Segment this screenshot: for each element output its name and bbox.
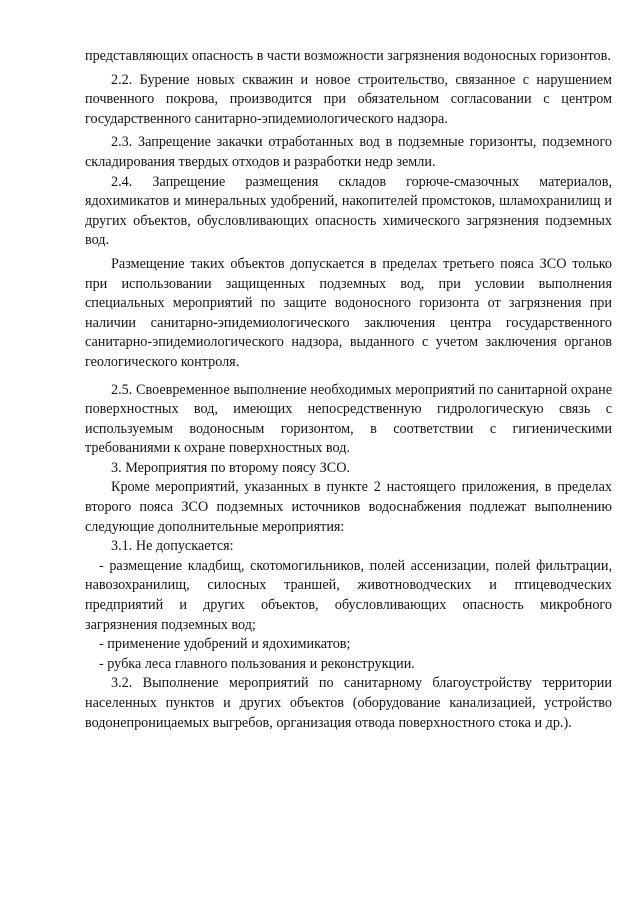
list-item-logging: - рубка леса главного пользования и реконструкции. xyxy=(99,655,415,672)
paragraph-3-1: 3.1. Не допускается: xyxy=(111,538,234,555)
paragraph-section-3-intro: Кроме мероприятий, указанных в пункте 2 настоящего приложения, в пределах второго пояса ЗСО подземных источников водоснабжения подлежат выполнению следующие дополнительные мероприятия: xyxy=(85,479,612,535)
paragraph-placement: Размещение таких объектов допускается в пределах третьего пояса ЗСО только при использовании защищенных подземных вод, при условии выполнения специальных мероприятий по защите водоносного горизонта от загрязнения при наличии санитарно-эпидемиологического заключения центра государственного санитарно-эпидемиологического надзора, выданного с учетом заключения органов геологического контроля. xyxy=(85,255,612,370)
paragraph-2-4: 2.4. Запрещение размещения складов горюче-смазочных материалов, ядохимикатов и минеральных удобрений, накопителей промстоков, шламохранилищ и других объектов, обусловливающих опасность химического загрязнения подземных вод. xyxy=(85,173,612,249)
paragraph-2-5: 2.5. Своевременное выполнение необходимых мероприятий по санитарной охране поверхностных вод, имеющих непосредственную гидрологическую связь с используемым водоносным горизонтом, в соответствии с гигиеническими требованиями к охране поверхностных вод. xyxy=(85,381,612,457)
paragraph-3-2: 3.2. Выполнение мероприятий по санитарному благоустройству территории населенных пунктов и других объектов (оборудование канализацией, устройство водонепроницаемых выгребов, организация отвода поверхностного стока и др.). xyxy=(85,675,612,731)
section-3-heading: 3. Мероприятия по второму поясу ЗСО. xyxy=(111,459,351,476)
paragraph-2-3: 2.3. Запрещение закачки отработанных вод в подземные горизонты, подземного складирования твердых отходов и разработки недр земли. xyxy=(85,134,612,170)
list-item-placement: - размещение кладбищ, скотомогильников, полей ассенизации, полей фильтрации, навозохранилищ, силосных траншей, животноводческих и птицеводческих предприятий и других объектов, обусловливающих опасность микробного загрязнения подземных вод; xyxy=(85,557,612,633)
paragraph-2-2: 2.2. Бурение новых скважин и новое строительство, связанное с нарушением почвенного покрова, производится при обязательном согласовании с центром государственного санитарно-эпидемиологического надзора. xyxy=(85,71,612,127)
paragraph-continuation: представляющих опасность в части возможности загрязнения водоносных горизонтов. xyxy=(85,48,611,64)
list-item-fertilizers: - применение удобрений и ядохимикатов; xyxy=(99,636,351,653)
